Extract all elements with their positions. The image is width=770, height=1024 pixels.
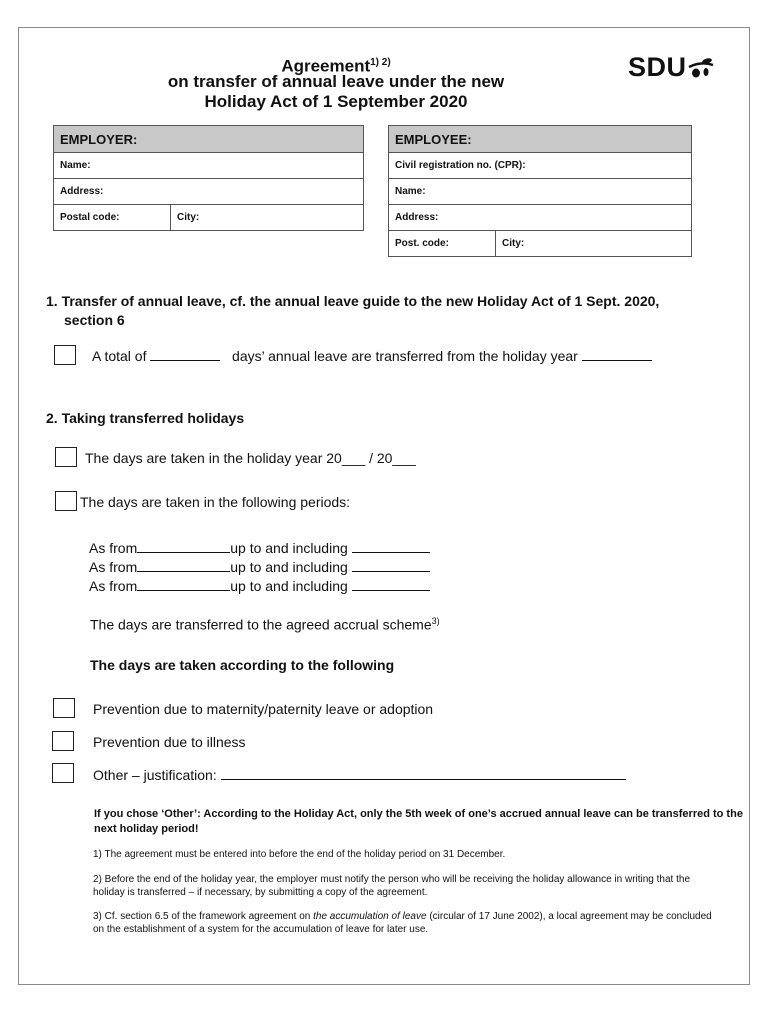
- employer-table: [53, 125, 364, 231]
- period-from-field[interactable]: [137, 578, 230, 591]
- periods-list: [89, 539, 430, 596]
- employee-city-field[interactable]: City:: [496, 231, 692, 257]
- employee-cpr-field[interactable]: Civil registration no. (CPR):: [389, 153, 692, 179]
- accrual-footnote-ref: 3): [431, 616, 440, 626]
- holiday-year-field[interactable]: [582, 348, 652, 361]
- title-line-3: Holiday Act of 1 September 2020: [204, 92, 468, 111]
- employee-table: [388, 125, 692, 257]
- footnote-2: 2) Before the end of the holiday year, the employer must notify the person who will be receiving the holiday allowance in writing that the holiday is transferred – if necessary, by submitting a copy of the agreement.: [93, 874, 691, 898]
- employer-name-field[interactable]: Name:: [54, 153, 364, 179]
- transfer-checkbox[interactable]: [54, 345, 76, 365]
- period-from-field[interactable]: [137, 540, 230, 553]
- footnote-1: 1) The agreement must be entered into before the end of the holiday period on 31 December.: [93, 849, 506, 860]
- employee-heading: EMPLOYEE:: [389, 126, 692, 153]
- sdu-logo: [628, 52, 715, 83]
- days-count-field[interactable]: [150, 348, 220, 361]
- maternity-checkbox[interactable]: [53, 698, 75, 718]
- title-footnote-ref: 1) 2): [370, 57, 391, 68]
- period-row: As from up to and including: [89, 577, 430, 596]
- period-row: As from up to and including: [89, 539, 430, 558]
- holiday-year-checkbox[interactable]: [55, 447, 77, 467]
- days-text: days’ annual leave are transferred from the holiday year: [232, 348, 578, 364]
- title-line-1: Agreement: [281, 56, 371, 76]
- employer-heading: EMPLOYER:: [54, 126, 364, 153]
- following-heading: The days are taken according to the following: [90, 657, 395, 673]
- illness-checkbox[interactable]: [52, 731, 74, 751]
- accrual-text: The days are transferred to the agreed accrual scheme$^{3)}$: [90, 616, 440, 633]
- employee-name-field[interactable]: Name:: [389, 179, 692, 205]
- olive-branch-icon: [687, 57, 715, 81]
- period-to-field[interactable]: [352, 540, 430, 553]
- a-total-label: A total of: [92, 348, 147, 364]
- employee-address-field[interactable]: Address:: [389, 205, 692, 231]
- period-row: As from up to and including: [89, 558, 430, 577]
- employee-post-code-field[interactable]: Post. code:: [389, 231, 496, 257]
- section-1-heading-cont: section 6: [64, 312, 125, 328]
- maternity-option: Prevention due to maternity/paternity leave or adoption: [93, 701, 434, 717]
- transfer-line: [92, 348, 652, 364]
- periods-checkbox[interactable]: [55, 491, 77, 511]
- period-from-field[interactable]: [137, 559, 230, 572]
- employer-postal-code-field[interactable]: Postal code:: [54, 205, 171, 231]
- other-option: Other – justification:: [93, 767, 626, 783]
- other-checkbox[interactable]: [52, 763, 74, 783]
- title-line-2: on transfer of annual leave under the new: [167, 72, 505, 91]
- period-to-field[interactable]: [352, 559, 430, 572]
- illness-option: Prevention due to illness: [93, 734, 246, 750]
- employer-address-field[interactable]: Address:: [54, 179, 364, 205]
- periods-option: The days are taken in the following periods:: [80, 494, 351, 510]
- section-2-heading: 2. Taking transferred holidays: [46, 410, 245, 426]
- employer-city-field[interactable]: City:: [171, 205, 364, 231]
- other-note: If you chose ‘Other’: According to the Holiday Act, only the 5th week of one’s accrued annual leave can be transferred to the next holiday period!: [94, 808, 743, 835]
- footnote-3: 3) Cf. section 6.5 of the framework agreement on the accumulation of leave (circular of 17 June 2002), a local agreement may be concluded on the establishment of a system for the accumulation of leave for later use.: [93, 911, 712, 935]
- section-1-heading: 1. Transfer of annual leave, cf. the annual leave guide to the new Holiday Act of 1 Sept. 2020,: [46, 293, 660, 309]
- justification-field[interactable]: [221, 767, 626, 780]
- period-to-field[interactable]: [352, 578, 430, 591]
- logo-text: SDU: [628, 52, 687, 82]
- holiday-year-option: The days are taken in the holiday year 20___ / 20___: [85, 450, 416, 466]
